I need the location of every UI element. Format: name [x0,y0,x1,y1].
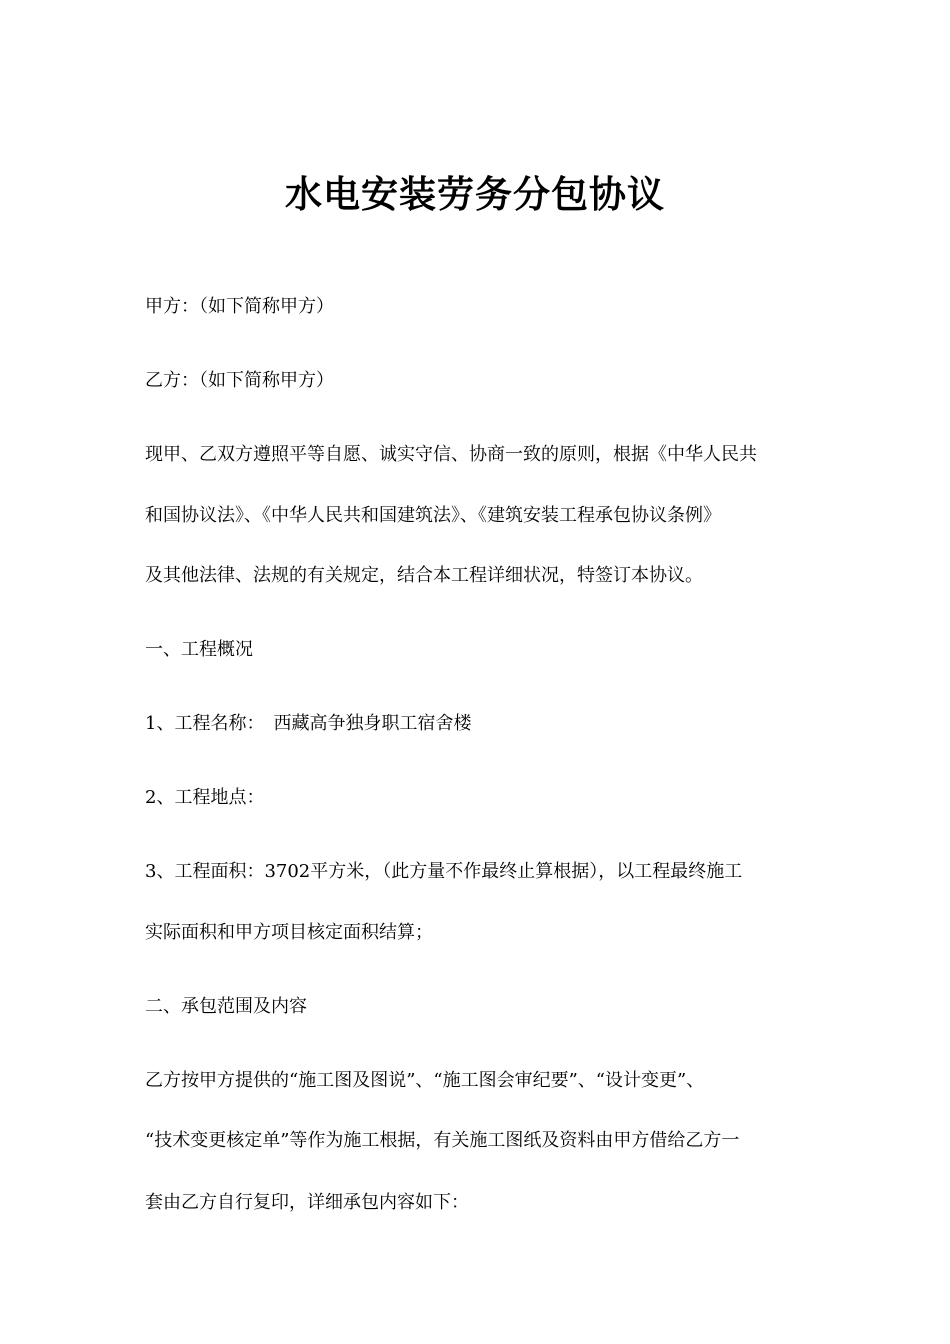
project-location-line: 2、工程地点： [145,787,265,808]
party-b-line: 乙方：（如下简称甲方） [145,370,334,391]
scope-line-3: 套由乙方自行复印，详细承包内容如下： [145,1192,469,1213]
preamble-line-3: 及其他法律、法规的有关规定，结合本工程详细状况，特签订本协议。 [145,565,703,586]
document-title: 水电安装劳务分包协议 [285,172,665,216]
section-heading-1: 一、工程概况 [145,639,253,660]
preamble-line-1: 现甲、乙双方遵照平等自愿、诚实守信、协商一致的原则，根据《中华人民共 [145,444,757,465]
preamble-line-2: 和国协议法》、《中华人民共和国建筑法》、《建筑安装工程承包协议条例》 [145,505,721,526]
section-heading-2: 二、承包范围及内容 [145,996,307,1017]
party-a-line: 甲方：（如下简称甲方） [145,296,334,317]
project-area-line-2: 实际面积和甲方项目核定面积结算； [145,922,433,943]
scope-line-2: “技术变更核定单”等作为施工根据，有关施工图纸及资料由甲方借给乙方一 [145,1130,740,1151]
project-area-line-1: 3、工程面积：3702平方米，（此方量不作最终止算根据），以工程最终施工 [145,861,743,882]
scope-line-1: 乙方按甲方提供的“施工图及图说”、“施工图会审纪要”、“设计变更”、 [145,1070,705,1091]
project-name-line: 1、工程名称： 西藏高争独身职工宿舍楼 [145,713,472,734]
